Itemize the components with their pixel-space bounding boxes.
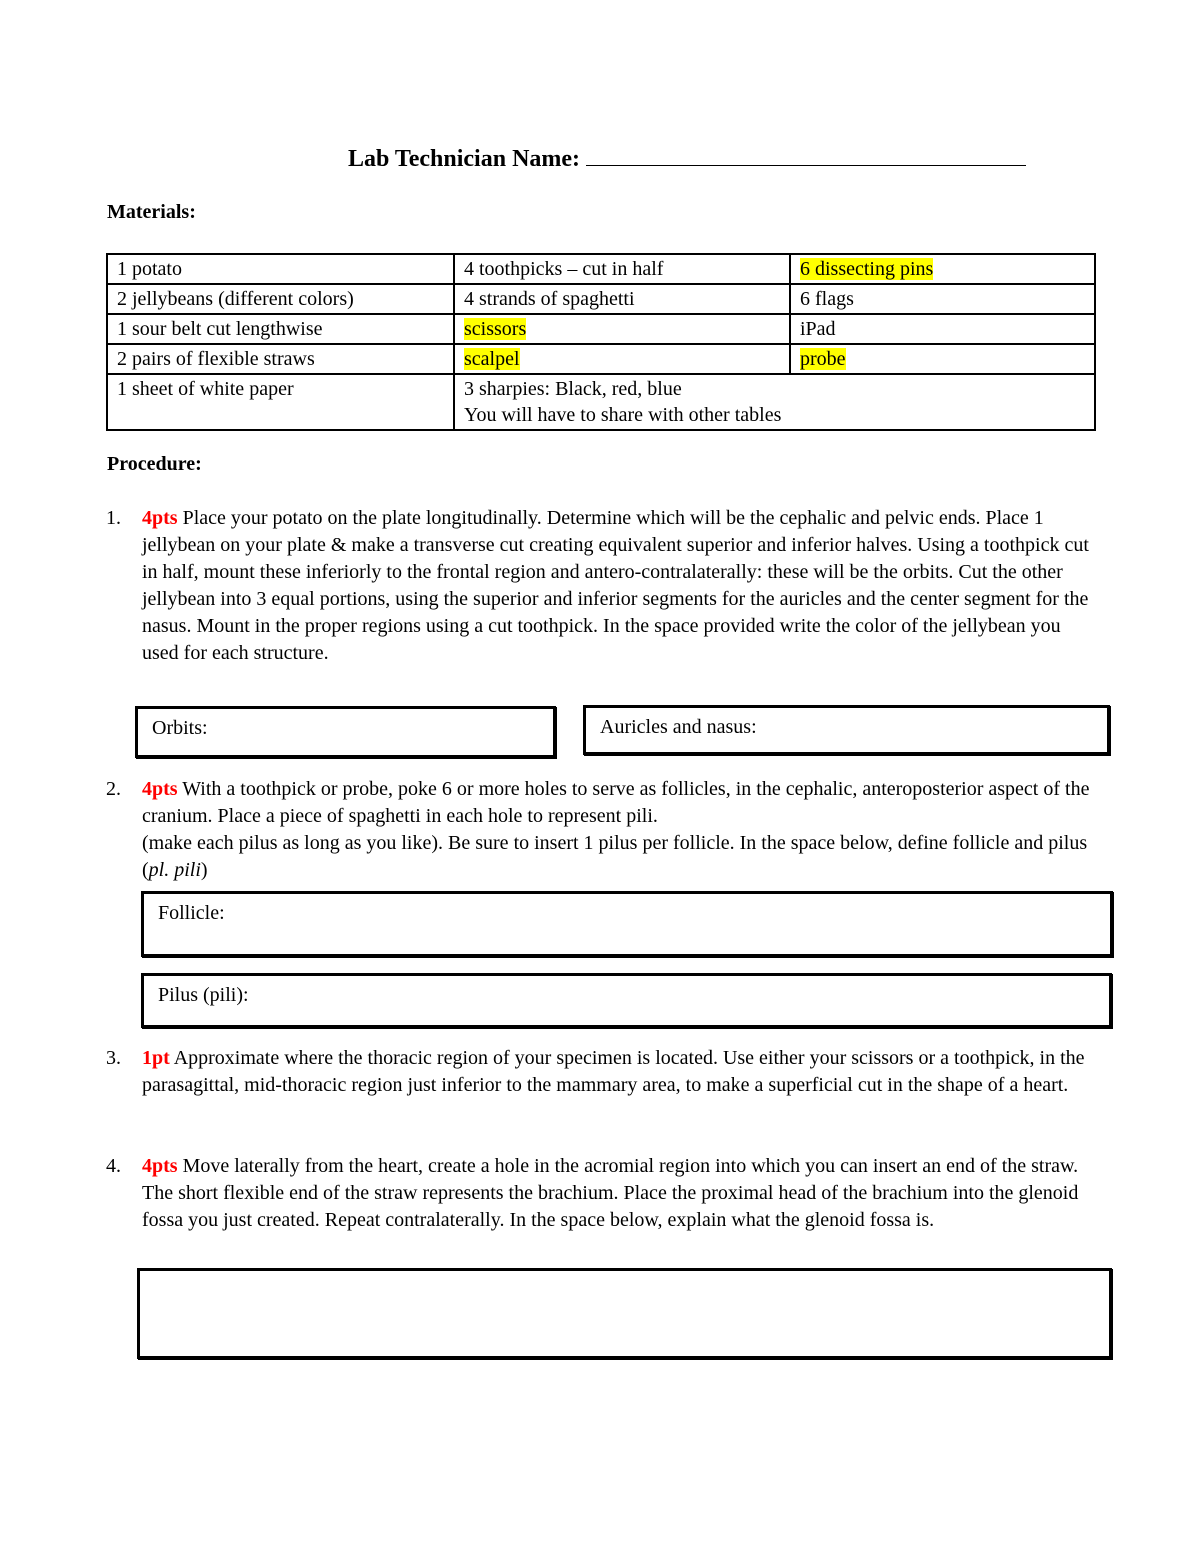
table-cell: 3 sharpies: Black, red, blue You will have to share with other tables bbox=[454, 374, 1095, 430]
orbits-label: Orbits: bbox=[152, 717, 208, 739]
step-italic: pl. pili bbox=[148, 859, 201, 881]
materials-table bbox=[106, 253, 1096, 431]
auricles-nasus-answer-box[interactable] bbox=[583, 705, 1110, 755]
page-title bbox=[348, 143, 1026, 173]
table-row bbox=[107, 314, 1095, 344]
step-points: 4pts bbox=[142, 1155, 178, 1177]
table-cell: 2 pairs of flexible straws bbox=[107, 344, 454, 374]
title-label: Lab Technician Name: bbox=[348, 146, 581, 172]
step-number: 2. bbox=[106, 778, 121, 800]
procedure-step-1 bbox=[106, 505, 1100, 667]
step-number: 3. bbox=[106, 1047, 121, 1069]
table-cell: 4 strands of spaghetti bbox=[454, 284, 790, 314]
table-row bbox=[107, 284, 1095, 314]
highlighted-item: scissors bbox=[464, 318, 527, 340]
procedure-step-3 bbox=[106, 1045, 1100, 1099]
table-row bbox=[107, 374, 1095, 430]
step-text: Place your potato on the plate longitudinally. Determine which will be the cephalic and pelvic ends. Place 1 jellybean on your plate & make a transverse cut creating equivalent superior and inferior halves. Using a toothpick cut in half, mount these inferiorly to the frontal region and antero-contralaterally: these will be the orbits. Cut the other jellybean into 3 equal portions, using the superior and inferior segments for the auricles and the center segment for the nasus. Mount in the proper regions using a cut toothpick. In the space provided write the color of the jellybean you used for each structure. bbox=[142, 507, 1089, 664]
highlighted-item: probe bbox=[800, 348, 846, 370]
orbits-answer-box[interactable] bbox=[135, 706, 556, 758]
pilus-answer-box[interactable] bbox=[141, 973, 1112, 1028]
table-row bbox=[107, 344, 1095, 374]
table-cell: 4 toothpicks – cut in half bbox=[454, 254, 790, 284]
procedure-step-4 bbox=[106, 1153, 1100, 1234]
table-cell: iPad bbox=[790, 314, 1095, 344]
table-cell bbox=[454, 314, 790, 344]
procedure-step-2: 2. 4pts With a toothpick or probe, poke 6 or more holes to serve as follicles, in the cephalic, anteroposterior aspect of the cranium. Place a piece of spaghetti in each hole to represent pili. (make each pilus as long as you like). Be sure to insert 1 pilus per follicle. In the space below, define follicle and pilus (pl. pili) bbox=[106, 778, 1090, 881]
table-cell: 6 flags bbox=[790, 284, 1095, 314]
step-points: 1pt bbox=[142, 1047, 170, 1069]
name-input-line[interactable] bbox=[586, 143, 1026, 166]
table-cell bbox=[790, 254, 1095, 284]
auricles-nasus-label: Auricles and nasus: bbox=[600, 716, 757, 738]
table-cell: 2 jellybeans (different colors) bbox=[107, 284, 454, 314]
step-number: 4. bbox=[106, 1155, 121, 1177]
step-text: Move laterally from the heart, create a hole in the acromial region into which you can insert an end of the straw. The short flexible end of the straw represents the brachium. Place the proximal head of the brachium into the glenoid fossa you just created. Repeat contralaterally. In the space below, explain what the glenoid fossa is. bbox=[142, 1155, 1079, 1231]
table-row bbox=[107, 254, 1095, 284]
step-text: Approximate where the thoracic region of your specimen is located. Use either your scissors or a toothpick, in the parasagittal, mid-thoracic region just inferior to the mammary area, to make a superficial cut in the shape of a heart. bbox=[142, 1047, 1085, 1096]
pilus-label: Pilus (pili): bbox=[158, 984, 249, 1006]
follicle-answer-box[interactable] bbox=[141, 891, 1113, 957]
step-points: 4pts bbox=[142, 507, 178, 529]
materials-heading: Materials: bbox=[107, 201, 196, 223]
step-text-continued: (make each pilus as long as you like). Be sure to insert 1 pilus per follicle. In the space below, define follicle and pilus ( bbox=[142, 832, 1088, 881]
procedure-heading: Procedure: bbox=[107, 453, 202, 475]
glenoid-fossa-answer-box[interactable] bbox=[137, 1268, 1112, 1359]
step-number: 1. bbox=[106, 507, 121, 529]
step-points: 4pts bbox=[142, 778, 178, 800]
table-cell: 1 sheet of white paper bbox=[107, 374, 454, 430]
follicle-label: Follicle: bbox=[158, 902, 225, 924]
highlighted-item: 6 dissecting pins bbox=[800, 258, 934, 280]
highlighted-item: scalpel bbox=[464, 348, 520, 370]
table-cell: 1 sour belt cut lengthwise bbox=[107, 314, 454, 344]
step-text: With a toothpick or probe, poke 6 or more holes to serve as follicles, in the cephalic, anteroposterior aspect of the cranium. Place a piece of spaghetti in each hole to represent pili. bbox=[142, 778, 1090, 827]
table-cell bbox=[790, 344, 1095, 374]
table-cell bbox=[454, 344, 790, 374]
table-cell: 1 potato bbox=[107, 254, 454, 284]
share-note: You will have to share with other tables bbox=[464, 404, 782, 426]
